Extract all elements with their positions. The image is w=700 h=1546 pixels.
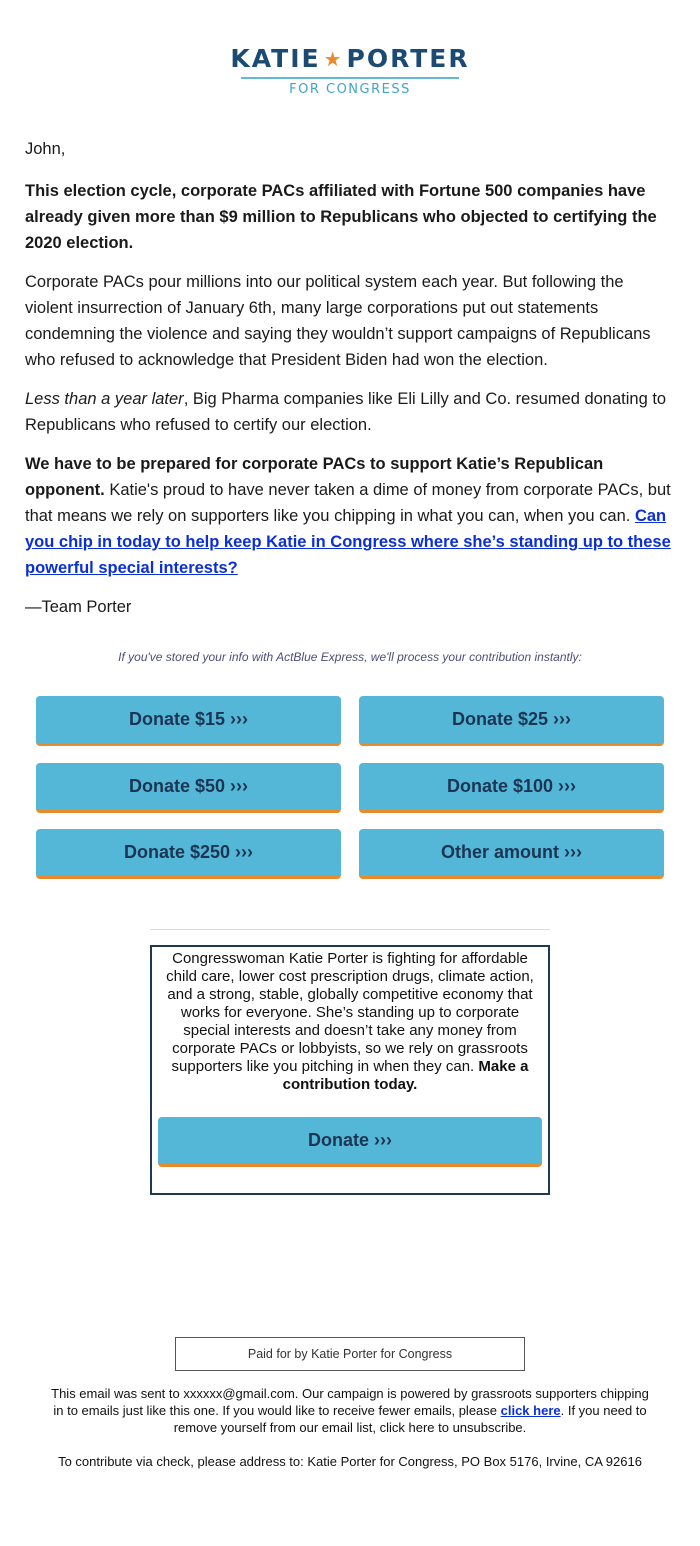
donate-25-button[interactable]: Donate $25 ››› bbox=[359, 696, 664, 746]
email-body bbox=[25, 136, 673, 633]
fewer-emails-link[interactable]: click here bbox=[500, 1403, 561, 1418]
footer-notice-a: This email was sent to xxxxxx@gmail.com. Our campaign is powered by grassroots supporters chipping in to emails just like this one. If you would like to receive fewer emails, please bbox=[51, 1386, 649, 1418]
donate-100-button[interactable]: Donate $100 ››› bbox=[359, 763, 664, 813]
chip-in-link[interactable]: Can you chip in today to help keep Katie in Congress where she’s standing up to these powerful special interests? bbox=[25, 507, 671, 577]
footer-notice bbox=[50, 1385, 650, 1436]
donate-50-button[interactable]: Donate $50 ››› bbox=[36, 763, 341, 813]
donate-15-button[interactable]: Donate $15 ››› bbox=[36, 696, 341, 746]
contribution-box-body: Congresswoman Katie Porter is fighting for affordable child care, lower cost prescription drugs, climate action, and a strong, stable, globally competitive economy that works for everyone. She’s standing up to corporate special interests and doesn’t take any money from corporate PACs or lobbyists, so we rely on grassroots supporters like you pitching in when they can. bbox=[166, 950, 534, 1075]
actblue-note: If you've stored your info with ActBlue Express, we'll process your contribution instantly: bbox=[118, 650, 582, 664]
logo-subtitle: FOR CONGRESS bbox=[289, 82, 411, 97]
logo-first-name: KATIE bbox=[230, 44, 321, 73]
signoff: —Team Porter bbox=[25, 598, 132, 616]
donate-other-amount-button[interactable]: Other amount ››› bbox=[359, 829, 664, 879]
logo-wordmark bbox=[230, 44, 469, 74]
footer-address: To contribute via check, please address to: Katie Porter for Congress, PO Box 5176, Irvine, CA 92616 bbox=[58, 1454, 642, 1469]
paragraph-4 bbox=[25, 451, 673, 581]
paragraph-4-bold: We have to be prepared for corporate PACs to support Katie’s Republican opponent. bbox=[25, 455, 604, 499]
paid-for-disclaimer: Paid for by Katie Porter for Congress bbox=[175, 1337, 525, 1371]
paragraph-3 bbox=[25, 386, 673, 438]
footer-notice-b: . If you need to remove yourself from our email list, click here to unsubscribe. bbox=[173, 1403, 647, 1435]
paragraph-3-text: , Big Pharma companies like Eli Lilly and Co. resumed donating to Republicans who refused to certify our election. bbox=[25, 390, 667, 434]
contribution-box-text bbox=[152, 947, 548, 1094]
logo-underline bbox=[241, 77, 459, 79]
donate-250-button[interactable]: Donate $250 ››› bbox=[36, 829, 341, 879]
contribution-box-cta: Make a contribution today. bbox=[282, 1058, 529, 1093]
donate-button[interactable]: Donate ››› bbox=[158, 1117, 542, 1167]
paragraph-4-text: Katie's proud to have never taken a dime of money from corporate PACs, but that means we rely on supporters like you chipping in what you can, when you can. bbox=[25, 481, 671, 525]
campaign-logo bbox=[0, 44, 700, 97]
paragraph-2: Corporate PACs pour millions into our political system each year. But following the violent insurrection of January 6th, many large corporations put out statements condemning the violence and saying they wouldn’t support campaigns of Republicans who refused to acknowledge that President Biden had won the election. bbox=[25, 273, 651, 369]
paragraph-3-italic: Less than a year later bbox=[25, 390, 184, 408]
paragraph-1 bbox=[25, 178, 673, 256]
footer bbox=[50, 1385, 650, 1487]
divider bbox=[150, 929, 550, 930]
star-icon: ★ bbox=[323, 47, 344, 71]
greeting: John, bbox=[25, 140, 66, 158]
paragraph-1-bold: This election cycle, corporate PACs affiliated with Fortune 500 companies have already given more than $9 million to Republicans who objected to certifying the 2020 election. bbox=[25, 182, 657, 252]
contribution-box bbox=[150, 945, 550, 1195]
logo-last-name: PORTER bbox=[346, 44, 470, 73]
